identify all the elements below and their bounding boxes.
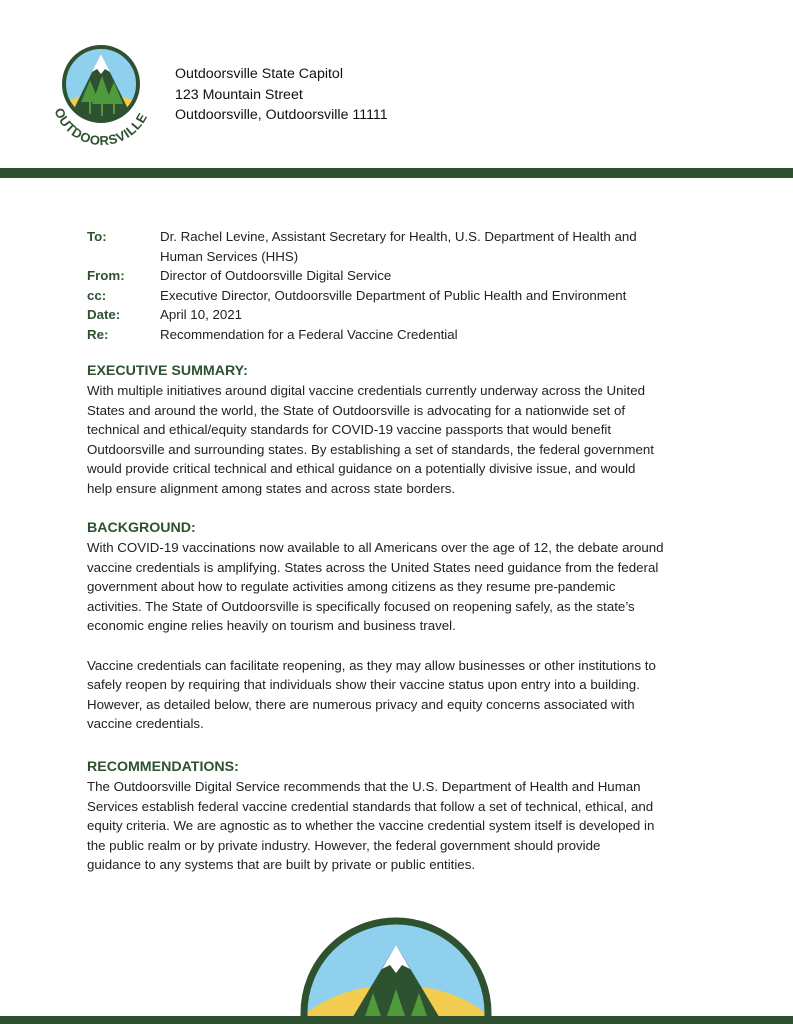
outdoorsville-logo: [44, 36, 164, 156]
memo-date-label: Date:: [87, 307, 121, 323]
text-line: Outdoorsville and surrounding states. By establishing a set of standards, the federal government: [87, 441, 654, 457]
text-line: the public realm or by private industry. However, the federal government should provide: [87, 837, 601, 853]
text-line: Services establish federal vaccine credential standards that follow a set of technical, ethical, and: [87, 798, 654, 814]
address-line: Outdoorsville State Capitol: [175, 66, 343, 82]
text-line: States and around the world, the State of Outdoorsville is advocating for a nationwide set of: [87, 402, 626, 418]
text-line: Vaccine credentials can facilitate reopening, as they may allow businesses or other institutions to: [87, 657, 656, 673]
header-divider: [0, 168, 793, 178]
memo-to-row: [87, 227, 680, 266]
address-line: Outdoorsville, Outdoorsville 11111: [175, 107, 388, 123]
memo-from-label: From:: [87, 268, 125, 284]
text-line: With multiple initiatives around digital vaccine credentials currently underway across the United: [87, 383, 645, 398]
address-line: 123 Mountain Street: [175, 86, 303, 103]
executive-summary-section: [87, 362, 707, 499]
executive-summary-heading: EXECUTIVE SUMMARY:: [87, 363, 248, 379]
recommendations-paragraph: [87, 777, 707, 875]
text-line: economic engine relies heavily on tourism and business travel.: [87, 618, 456, 634]
memo-re-label: Re:: [87, 326, 109, 342]
memo-re-value: Recommendation for a Federal Vaccine Credential: [160, 326, 458, 342]
memo-re-row: [87, 325, 680, 345]
recommendations-heading: RECOMMENDATIONS:: [87, 759, 239, 775]
text-line: government about how to regulate activities among citizens as they resume pre-pandemic: [87, 579, 616, 595]
text-line: technical and ethical/equity standards for COVID-19 vaccine passports that would benefit: [87, 422, 612, 438]
text-line: However, as detailed below, there are numerous privacy and equity concerns associated with: [87, 696, 635, 712]
memo-to-value: [160, 227, 680, 266]
background-paragraph-2: [87, 656, 707, 734]
text-line: help ensure alignment among states and across state borders.: [87, 480, 456, 496]
memo-cc-label: cc:: [87, 287, 107, 303]
text-line: The Outdoorsville Digital Service recommends that the U.S. Department of Health and Human: [87, 779, 641, 794]
memo-from-value: Director of Outdoorsville Digital Service: [160, 268, 392, 284]
memo-to-line: Dr. Rachel Levine, Assistant Secretary for Health, U.S. Department of Health and: [160, 229, 637, 244]
text-line: would provide critical technical and ethical guidance on a potentially divisive issue, and would: [87, 461, 636, 477]
recommendations-section: [87, 758, 707, 875]
memo-cc-row: [87, 286, 680, 306]
background-section: [87, 519, 707, 734]
logo-wordmark: OUTDOORSVILLE: [51, 105, 151, 149]
executive-summary-paragraph: [87, 381, 707, 499]
memo-to-label: To:: [87, 229, 107, 244]
memo-to-line: Human Services (HHS): [160, 248, 299, 264]
text-line: With COVID-19 vaccinations now available to all Americans over the age of 12, the debate around: [87, 540, 664, 555]
text-line: equity criteria. We are agnostic as to whether the vaccine credential system itself is developed in: [87, 818, 655, 834]
memo-date-row: [87, 305, 680, 325]
background-paragraph-1: [87, 538, 707, 636]
memo-header: [87, 227, 680, 345]
text-line: vaccine credentials.: [87, 716, 204, 732]
footer-divider: [0, 1016, 793, 1024]
outdoorsville-logo-watermark: [296, 913, 496, 1023]
memo-date-value: April 10, 2021: [160, 307, 243, 323]
memo-from-row: [87, 266, 680, 286]
background-heading: BACKGROUND:: [87, 520, 196, 536]
text-line: guidance to any systems that are built by private or public entities.: [87, 857, 476, 873]
text-line: activities. The State of Outdoorsville is specifically focused on reopening safely, as the state’s: [87, 598, 635, 614]
memo-cc-value: Executive Director, Outdoorsville Department of Public Health and Environment: [160, 287, 627, 303]
text-line: vaccine credentials is amplifying. States across the United States need guidance from the federal: [87, 559, 659, 575]
letterhead-address: [175, 64, 388, 126]
text-line: safely reopen by requiring that individuals show their vaccine status upon entry into a building.: [87, 677, 640, 693]
